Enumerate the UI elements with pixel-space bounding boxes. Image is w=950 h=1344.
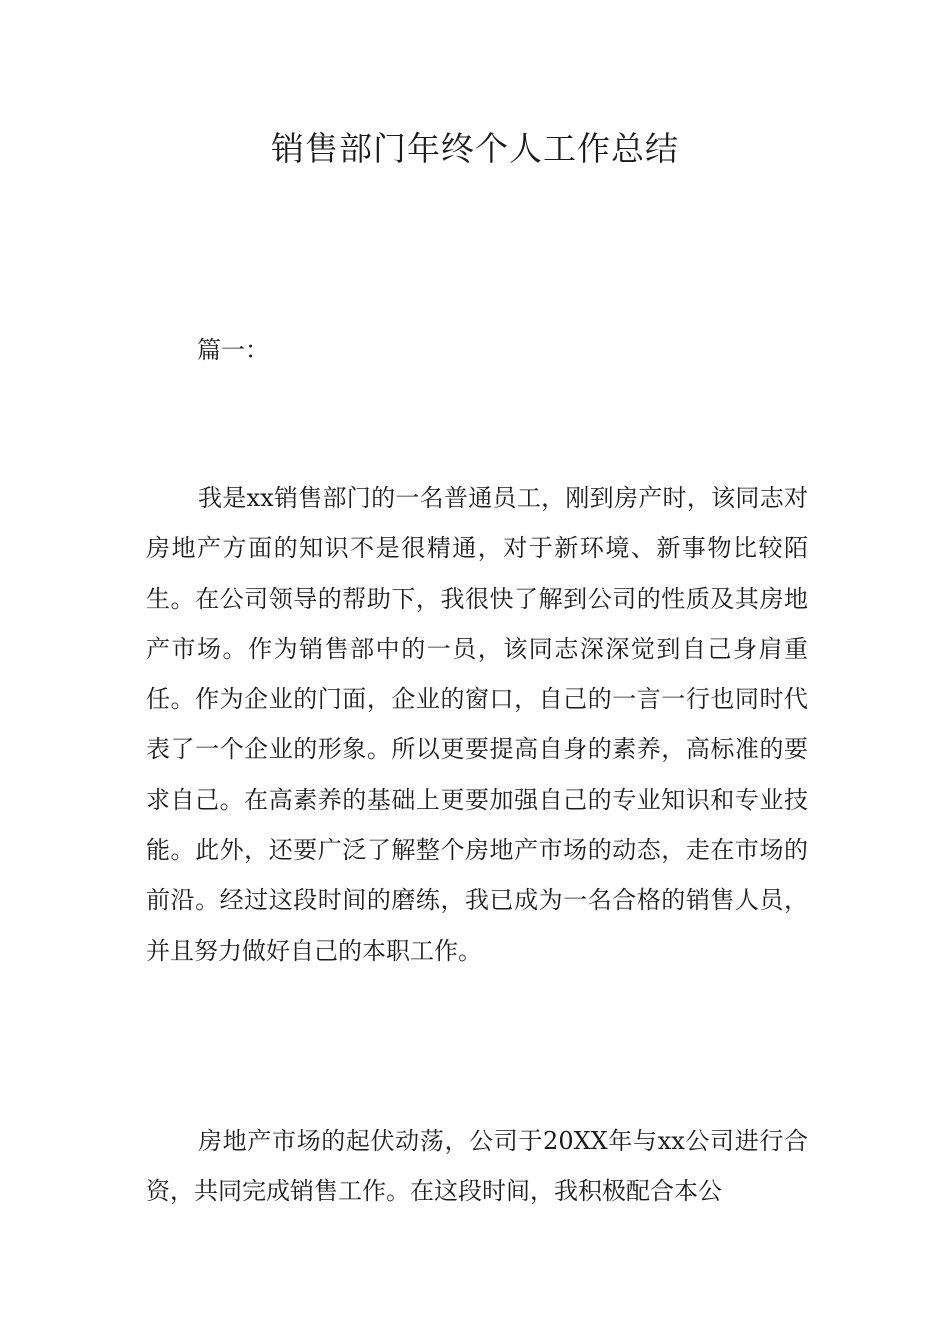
paragraph-2: 房地产市场的起伏动荡，公司于20XX年与xx公司进行合资，共同完成销售工作。在这段时间，我积极配合本公 [146,1127,808,1206]
paragraph-1: 我是xx销售部门的一名普通员工，刚到房产时，该同志对房地产方面的知识不是很精通，对于新环境、新事物比较陌生。在公司领导的帮助下，我很快了解到公司的性质及其房地产市场。作为销售部中的一员，该同志深深觉到自己身肩重任。作为企业的门面，企业的窗口，自己的一言一行也同时代表了一个企业的形象。所以更要提高自身的素养，高标准的要求自己。在高素养的基础上更要加强自己的专业知识和专业技能。此外，还要广泛了解整个房地产市场的动态，走在市场的前沿。经过这段时间的磨练，我已成为一名合格的销售人员，并且努力做好自己的本职工作。 [146,484,808,965]
document-title: 销售部门年终个人工作总结 [271,129,679,168]
section-label: 篇一： [197,336,269,364]
